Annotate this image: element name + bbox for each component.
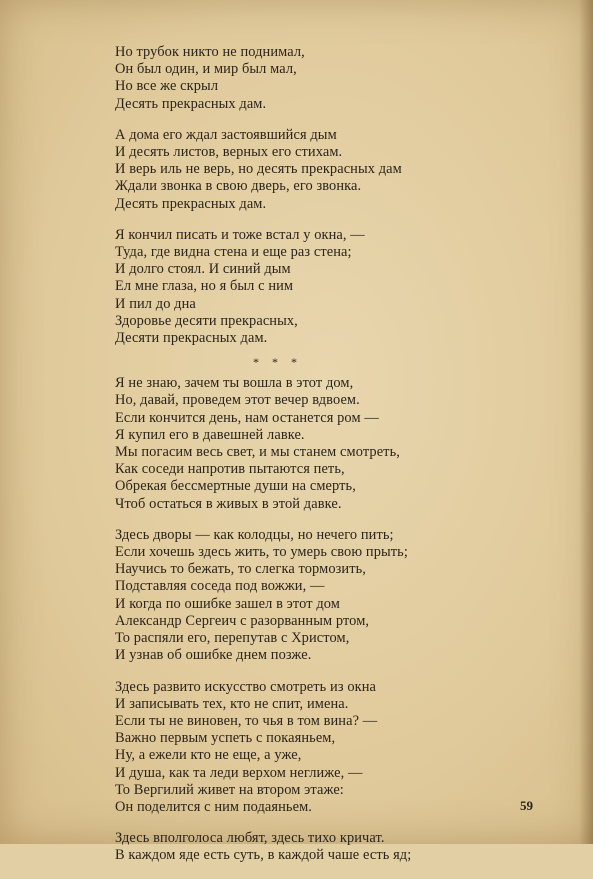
poem-part-first <box>115 44 575 347</box>
poem-line: И десять листов, верных его стихам. <box>115 144 343 161</box>
poem-line: Десять прекрасных дам. <box>115 195 267 212</box>
poem-line: Здесь развито искусство смотреть из окна <box>115 678 376 695</box>
poem-line: Десяти прекрасных дам. <box>115 330 268 347</box>
poem-line: Обрекая бессмертные души на смерть, <box>115 478 356 495</box>
poem-line: Десять прекрасных дам. <box>115 95 267 112</box>
poem-line: Здоровье десяти прекрасных, <box>115 312 298 329</box>
poem-line: Я кончил писать и тоже встал у окна, — <box>115 226 365 243</box>
poem-line: Здесь вполголоса любят, здесь тихо кричат. <box>115 830 385 847</box>
stanza <box>115 127 575 213</box>
poem-line: Он поделится с ним подаяньем. <box>115 798 312 815</box>
poem-line: Ждали звонка в свою дверь, его звонка. <box>115 178 362 195</box>
poem-line: Подставляя соседа под вожжи, — <box>115 578 325 595</box>
poem-line: Важно первым успеть с покаяньем, <box>115 730 336 747</box>
poem-line: Научись то бежать, то слегка тормозить, <box>115 561 366 578</box>
poem-line: Я купил его в давешней лавке. <box>115 426 305 443</box>
poem-line: И узнав об ошибке днем позже. <box>115 647 312 664</box>
poem-line: В каждом яде есть суть, в каждой чаше есть яд; <box>115 847 412 864</box>
poem-line: Ел мне глаза, но я был с ним <box>115 278 294 295</box>
poem-line: Чтоб остаться в живых в этой давке. <box>115 495 342 512</box>
stanza <box>115 227 575 347</box>
poem-line: Мы погасим весь свет, и мы станем смотреть, <box>115 444 400 461</box>
poem-line: Если кончится день, нам останется ром — <box>115 409 379 426</box>
poem-line: А дома его ждал застоявшийся дым <box>115 126 337 143</box>
poem-line: И записывать тех, кто не спит, имена. <box>115 695 349 712</box>
poem-line: Если ты не виновен, то чья в том вина? — <box>115 712 378 729</box>
poem-line: Если хочешь здесь жить, то умерь свою прыть; <box>115 544 408 561</box>
poem-line: Я не знаю, зачем ты вошла в этот дом, <box>115 375 354 392</box>
poem-line: И долго стоял. И синий дым <box>115 261 291 278</box>
poem-line: И пил до дна <box>115 295 196 312</box>
poem-line: И душа, как та леди верхом неглиже, — <box>115 764 363 781</box>
stanza <box>115 527 575 665</box>
stanza <box>115 679 575 817</box>
poem-line: Как соседи напротив пытаются петь, <box>115 461 345 478</box>
page-number: 59 <box>520 798 533 813</box>
poem-line: Он был один, и мир был мал, <box>115 61 297 78</box>
stanza <box>115 375 575 513</box>
poem-line: Александр Сергеич с разорванным ртом, <box>115 612 370 629</box>
poem-line: То распяли его, перепутав с Христом, <box>115 630 350 647</box>
poem-line: Ну, а ежели кто не еще, а уже, <box>115 747 302 764</box>
poem-line: Туда, где видна стена и еще раз стена; <box>115 244 352 261</box>
poem-line: И верь иль не верь, но десять прекрасных дам <box>115 161 402 178</box>
stanza <box>115 830 575 864</box>
poem-line: Но все же скрыл <box>115 78 219 95</box>
stanza-separator: * * * <box>253 355 302 370</box>
poem-line: Но трубок никто не поднимал, <box>115 44 305 60</box>
stanza <box>115 44 575 113</box>
poem-line: И когда по ошибке зашел в этот дом <box>115 595 340 612</box>
poem-line: Здесь дворы — как колодцы, но нечего пить; <box>115 526 394 543</box>
poem-line: То Вергилий живет на втором этаже: <box>115 781 344 798</box>
poem-text <box>115 44 575 879</box>
poem-line: Но, давай, проведем этот вечер вдвоем. <box>115 392 360 409</box>
poem-part-second <box>115 375 575 864</box>
